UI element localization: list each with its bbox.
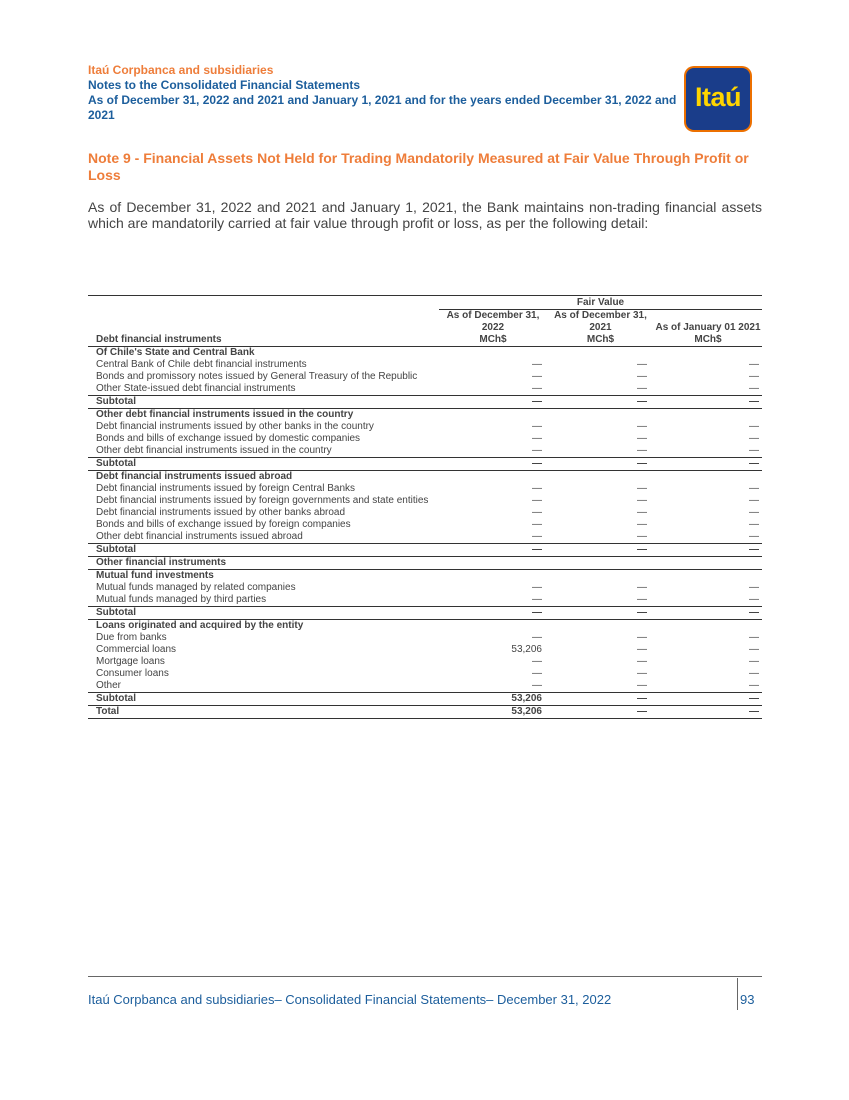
row-label: Bonds and bills of exchange issued by domestic companies bbox=[96, 433, 361, 444]
row-label: Loans originated and acquired by the entity bbox=[96, 620, 304, 631]
cell-value: — bbox=[637, 594, 647, 605]
table-body bbox=[88, 347, 762, 719]
footer-separator bbox=[737, 978, 738, 1010]
cell-value: — bbox=[749, 433, 759, 444]
table-row bbox=[88, 582, 762, 594]
row-label: Total bbox=[88, 706, 439, 719]
cell-value: — bbox=[532, 519, 542, 530]
cell-value: — bbox=[532, 582, 542, 593]
subtotal-row bbox=[88, 607, 762, 620]
footer-divider bbox=[88, 976, 762, 977]
row-label: Subtotal bbox=[88, 396, 439, 409]
cell-value: — bbox=[637, 507, 647, 518]
row-label: Mutual fund investments bbox=[96, 570, 214, 581]
total-row bbox=[88, 706, 762, 719]
cell-value: 53,206 bbox=[439, 693, 547, 706]
logo-text: Itaú bbox=[694, 82, 741, 112]
fair-value-header: Fair Value bbox=[439, 296, 762, 310]
cell-value: — bbox=[654, 396, 762, 409]
table-row bbox=[88, 483, 762, 495]
unit-label: MCh$ bbox=[654, 334, 762, 347]
fair-value-table bbox=[88, 295, 762, 719]
cell-value: — bbox=[637, 519, 647, 530]
table-row bbox=[88, 359, 762, 371]
cell-value: — bbox=[654, 458, 762, 471]
row-label: Subtotal bbox=[88, 458, 439, 471]
cell-value: — bbox=[749, 495, 759, 506]
cell-value: — bbox=[749, 632, 759, 643]
cell-value: — bbox=[547, 693, 654, 706]
cell-value: — bbox=[654, 544, 762, 557]
row-label: Mortgage loans bbox=[96, 656, 165, 667]
cell-value: — bbox=[637, 632, 647, 643]
footer-text: Itaú Corpbanca and subsidiaries– Consolidated Financial Statements– December 31, 2022 bbox=[88, 992, 612, 1007]
section-row bbox=[88, 347, 762, 360]
table-row bbox=[88, 680, 762, 693]
table-row bbox=[88, 421, 762, 433]
column-header: As of December 31, 2022 bbox=[446, 310, 540, 333]
row-label: Of Chile's State and Central Bank bbox=[96, 347, 255, 358]
cell-value: 53,206 bbox=[439, 706, 547, 719]
section-row bbox=[88, 570, 762, 583]
row-label: Subtotal bbox=[88, 607, 439, 620]
cell-value: — bbox=[749, 383, 759, 394]
table-row bbox=[88, 594, 762, 607]
row-header: Debt financial instruments bbox=[88, 334, 439, 347]
cell-value: — bbox=[532, 421, 542, 432]
cell-value: — bbox=[749, 668, 759, 679]
table-row bbox=[88, 668, 762, 680]
row-label: Debt financial instruments issued by other banks abroad bbox=[96, 507, 346, 518]
cell-value: — bbox=[637, 483, 647, 494]
table-row bbox=[88, 507, 762, 519]
cell-value: — bbox=[749, 582, 759, 593]
cell-value: — bbox=[532, 445, 542, 456]
row-label: Debt financial instruments issued by foreign Central Banks bbox=[96, 483, 356, 494]
subtotal-row bbox=[88, 458, 762, 471]
page-number: 93 bbox=[740, 992, 755, 1007]
cell-value: — bbox=[532, 632, 542, 643]
document-header bbox=[88, 63, 688, 123]
cell-value: — bbox=[637, 644, 647, 655]
table-row bbox=[88, 656, 762, 668]
cell-value: — bbox=[637, 383, 647, 394]
subtotal-row bbox=[88, 693, 762, 706]
header-subtitle: Notes to the Consolidated Financial Statements bbox=[88, 78, 361, 92]
subtotal-row bbox=[88, 544, 762, 557]
section-row bbox=[88, 409, 762, 422]
cell-value: — bbox=[532, 359, 542, 370]
cell-value: — bbox=[637, 433, 647, 444]
cell-value: — bbox=[532, 383, 542, 394]
cell-value: — bbox=[439, 458, 547, 471]
cell-value: — bbox=[654, 706, 762, 719]
table-row bbox=[88, 531, 762, 544]
cell-value: — bbox=[749, 371, 759, 382]
cell-value: — bbox=[532, 433, 542, 444]
row-label: Other debt financial instruments issued abroad bbox=[96, 531, 303, 542]
row-label: Bonds and promissory notes issued by General Treasury of the Republic bbox=[96, 371, 418, 382]
cell-value: — bbox=[532, 371, 542, 382]
row-label: Commercial loans bbox=[96, 644, 177, 655]
cell-value: 53,206 bbox=[511, 644, 542, 655]
row-label: Mutual funds managed by related companies bbox=[96, 582, 296, 593]
cell-value: — bbox=[637, 359, 647, 370]
itau-logo bbox=[684, 66, 752, 132]
section-row bbox=[88, 620, 762, 633]
table-row bbox=[88, 383, 762, 396]
cell-value: — bbox=[637, 680, 647, 691]
cell-value: — bbox=[439, 396, 547, 409]
cell-value: — bbox=[547, 607, 654, 620]
column-header: As of January 01 2021 bbox=[655, 322, 761, 333]
unit-label: MCh$ bbox=[547, 334, 654, 347]
row-label: Debt financial instruments issued by foreign governments and state entities bbox=[96, 495, 429, 506]
cell-value: — bbox=[749, 680, 759, 691]
cell-value: — bbox=[749, 656, 759, 667]
cell-value: — bbox=[749, 644, 759, 655]
cell-value: — bbox=[749, 519, 759, 530]
note-title: Note 9 - Financial Assets Not Held for Trading Mandatorily Measured at Fair Value Through Profit or Loss bbox=[88, 150, 749, 183]
cell-value: — bbox=[637, 656, 647, 667]
row-label: Mutual funds managed by third parties bbox=[96, 594, 267, 605]
row-label: Other financial instruments bbox=[96, 557, 227, 568]
cell-value: — bbox=[749, 359, 759, 370]
cell-value: — bbox=[637, 445, 647, 456]
cell-value: — bbox=[637, 371, 647, 382]
header-period: As of December 31, 2022 and 2021 and January 1, 2021 and for the years ended December 31, 2022 and 2021 bbox=[88, 93, 677, 122]
cell-value: — bbox=[637, 531, 647, 542]
cell-value: — bbox=[637, 495, 647, 506]
section-row bbox=[88, 471, 762, 484]
row-label: Central Bank of Chile debt financial instruments bbox=[96, 359, 307, 370]
section-row bbox=[88, 557, 762, 570]
cell-value: — bbox=[749, 531, 759, 542]
cell-value: — bbox=[749, 421, 759, 432]
table-row bbox=[88, 445, 762, 458]
cell-value: — bbox=[532, 495, 542, 506]
unit-label: MCh$ bbox=[439, 334, 547, 347]
row-label: Debt financial instruments issued abroad bbox=[96, 471, 293, 482]
cell-value: — bbox=[439, 544, 547, 557]
cell-value: — bbox=[547, 706, 654, 719]
row-label: Consumer loans bbox=[96, 668, 169, 679]
cell-value: — bbox=[749, 483, 759, 494]
row-label: Other debt financial instruments issued in the country bbox=[96, 445, 332, 456]
cell-value: — bbox=[532, 668, 542, 679]
cell-value: — bbox=[532, 594, 542, 605]
table-row bbox=[88, 495, 762, 507]
cell-value: — bbox=[532, 507, 542, 518]
company-name: Itaú Corpbanca and subsidiaries bbox=[88, 63, 274, 77]
table-row bbox=[88, 371, 762, 383]
cell-value: — bbox=[749, 594, 759, 605]
cell-value: — bbox=[532, 656, 542, 667]
cell-value: — bbox=[654, 607, 762, 620]
table-row bbox=[88, 433, 762, 445]
row-label: Bonds and bills of exchange issued by foreign companies bbox=[96, 519, 351, 530]
subtotal-row bbox=[88, 396, 762, 409]
cell-value: — bbox=[532, 531, 542, 542]
row-label: Debt financial instruments issued by other banks in the country bbox=[96, 421, 374, 432]
row-label: Subtotal bbox=[88, 693, 439, 706]
cell-value: — bbox=[439, 607, 547, 620]
row-label: Other bbox=[96, 680, 122, 691]
row-label: Due from banks bbox=[96, 632, 167, 643]
row-label: Subtotal bbox=[88, 544, 439, 557]
table-row bbox=[88, 632, 762, 644]
cell-value: — bbox=[654, 693, 762, 706]
cell-value: — bbox=[547, 396, 654, 409]
cell-value: — bbox=[749, 445, 759, 456]
table-row bbox=[88, 644, 762, 656]
cell-value: — bbox=[637, 421, 647, 432]
cell-value: — bbox=[532, 680, 542, 691]
column-header: As of December 31, 2021 bbox=[554, 310, 647, 333]
intro-paragraph: As of December 31, 2022 and 2021 and January 1, 2021, the Bank maintains non-trading financial assets which are mandatorily carried at fair value through profit or loss, as per the following detail: bbox=[88, 199, 762, 231]
cell-value: — bbox=[532, 483, 542, 494]
row-label: Other State-issued debt financial instruments bbox=[96, 383, 296, 394]
cell-value: — bbox=[547, 544, 654, 557]
cell-value: — bbox=[547, 458, 654, 471]
cell-value: — bbox=[637, 582, 647, 593]
row-label: Other debt financial instruments issued in the country bbox=[96, 409, 354, 420]
table-row bbox=[88, 519, 762, 531]
cell-value: — bbox=[637, 668, 647, 679]
cell-value: — bbox=[749, 507, 759, 518]
